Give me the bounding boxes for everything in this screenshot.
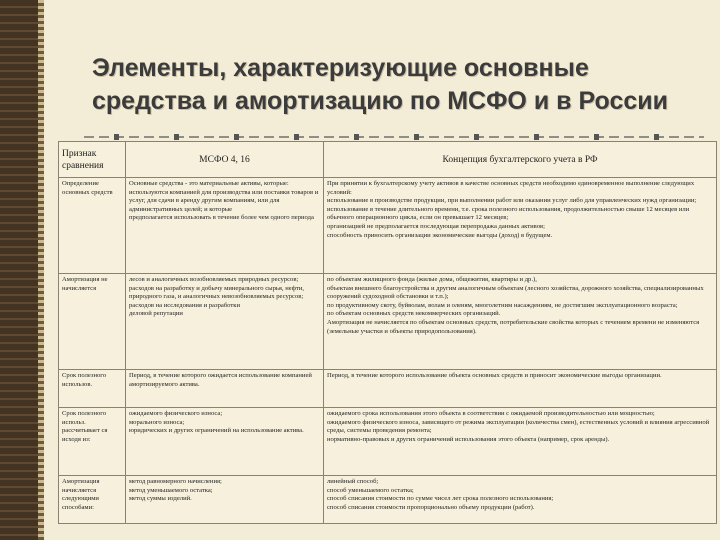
row-ras-cell — [324, 274, 717, 370]
list-item: способ списания стоимости пропорционально объему продукции (работ). — [327, 503, 535, 511]
list-item: При принятии к бухгалтерскому учету активов в качестве основных средств необходимо единовременное выполнение следующих условий: — [327, 180, 695, 196]
table-row — [59, 476, 717, 524]
row-ras-cell — [324, 476, 717, 524]
list-item: способ списания стоимости по сумме чисел лет срока полезного использования; — [327, 495, 554, 503]
table-row — [59, 370, 717, 408]
table-header-row — [59, 142, 717, 178]
header-ifrs: МСФО 4, 16 — [126, 142, 324, 178]
slide-title — [92, 52, 692, 118]
table-row — [59, 408, 717, 476]
title-line-1: Элементы, характеризующие основные — [92, 54, 589, 82]
list-item: метод равномерного начисления; — [129, 478, 222, 485]
list-item: по объектам основных средств некоммерческих организаций. — [327, 310, 501, 318]
row-ifrs-cell — [126, 476, 324, 524]
list-item: использование в течение длительного времени, т.е. срока полезного использования, продолжительностью свыше 12 месяцев или обычного операционного цикла, если он превышает 12 месяцев; — [327, 205, 690, 222]
list-item: Основные средства - это материальные активы, которые: — [129, 180, 289, 187]
list-item: Период, в течение которого использование объекта основных средств и приносит экономические выгоды организации. — [327, 372, 662, 379]
list-item: способность приносить организации экономические выгоды (доход) в будущем. — [327, 231, 553, 239]
list-item: Амортизация не начисляется по объектам основных средств, потребительские свойства которых с течением времени не изменяются (земельные участки и объекты природопользования). — [327, 318, 700, 335]
row-ifrs-cell — [126, 274, 324, 370]
row-criterion: Срок полезного использов. — [59, 370, 126, 408]
list-item: Период, в течение которого ожидается использование компанией амортизируемого актива. — [129, 372, 312, 388]
decorative-dashed-line — [84, 128, 704, 136]
slide — [44, 0, 720, 540]
list-item: организацией не предполагается последующая перепродажа данных активов; — [327, 222, 545, 230]
list-item: используются компанией для производства или поставки товаров и услуг, для сдачи в аренду другим компаниям, или для административных целей; и которые — [129, 188, 319, 213]
list-item: ожидаемого срока использования этого объекта в соответствии с ожидаемой производительностью или мощностью; — [327, 410, 655, 417]
list-item: расходов на разработку и добычу минерального сырья, нефти, природного газа, и аналогичных невозобновляемых ресурсов; — [129, 284, 305, 301]
title-line-2: средства и амортизацию по МСФО и в России — [92, 87, 668, 115]
row-criterion: Амортизация начисляется следующими способами: — [59, 476, 126, 524]
list-item: по продуктивному скоту, буйволам, волам и оленям, многолетним насаждениям, не достигшим эксплуатационного возраста; — [327, 301, 678, 309]
row-ifrs-cell — [126, 370, 324, 408]
decorative-left-border — [0, 0, 44, 540]
row-criterion: Амортизация не начисляется — [59, 274, 126, 370]
list-item: деловой репутации — [129, 310, 183, 318]
row-criterion: Срок полезного использ. рассчитывает ся исходя из: — [59, 408, 126, 476]
row-criterion: Определение основных средств — [59, 178, 126, 274]
list-item: объектам внешнего благоустройства и другим аналогичным объектам (лесного хозяйства, дорожного хозяйства, специализированных сооружений судоходной обстановки и т.п.); — [327, 284, 704, 301]
list-item: метод уменьшаемого остатка; — [129, 486, 213, 494]
row-ifrs-cell — [126, 178, 324, 274]
list-item: ожидаемого физического износа; — [129, 410, 223, 417]
row-ras-cell — [324, 370, 717, 408]
header-criterion: Признак сравнения — [59, 142, 126, 178]
row-ras-cell — [324, 408, 717, 476]
list-item: морального износа; — [129, 418, 185, 426]
row-ras-cell — [324, 178, 717, 274]
list-item: способ уменьшаемого остатка; — [327, 486, 414, 494]
list-item: лесов и аналогичных возобновляемых природных ресурсов; — [129, 276, 299, 283]
list-item: метод суммы изделий. — [129, 495, 192, 503]
list-item: юридических и других ограничений на использование актива. — [129, 427, 304, 435]
table-row — [59, 274, 717, 370]
list-item: предполагается использовать в течение более чем одного периода — [129, 214, 314, 222]
list-item: по объектам жилищного фонда (жилые дома, общежития, квартиры и др.), — [327, 276, 537, 283]
list-item: линейный способ; — [327, 478, 379, 485]
table-row — [59, 178, 717, 274]
comparison-table — [58, 141, 717, 524]
header-ras: Концепция бухгалтерского учета в РФ — [324, 142, 717, 178]
list-item: ожидаемого физического износа, зависящего от режима эксплуатации (количества смен), естественных условий и влияния агрессивной среды, системы проведения ремонта; — [327, 418, 710, 435]
list-item: расходов на исследования и разработки — [129, 301, 240, 309]
row-ifrs-cell — [126, 408, 324, 476]
list-item: использование в производстве продукции, при выполнении работ или оказании услуг либо для управленческих нужд организации; — [327, 197, 697, 205]
list-item: нормативно-правовых и других ограничений использования этого объекта (например, срок аренды). — [327, 435, 610, 443]
